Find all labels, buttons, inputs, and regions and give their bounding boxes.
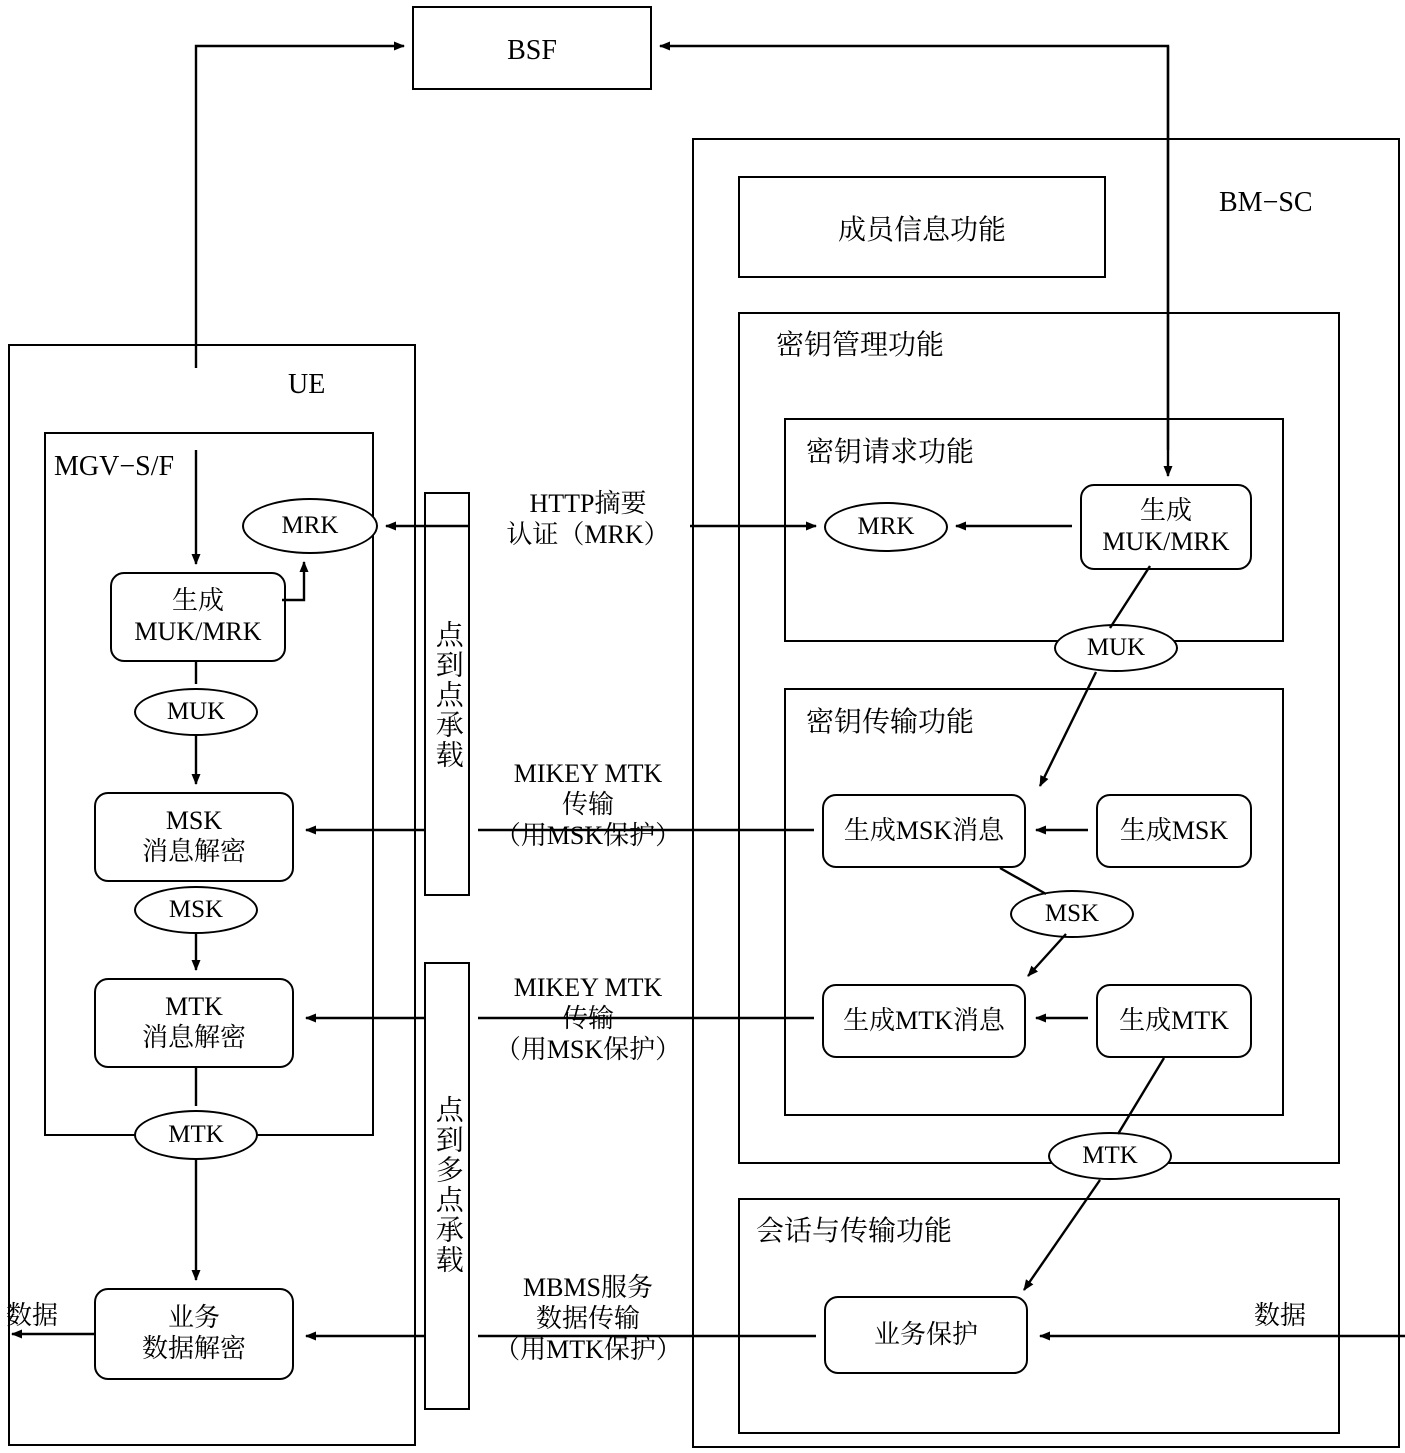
key-msk-ue bbox=[134, 886, 258, 934]
node-mgv-label: MGV−S/F bbox=[54, 451, 175, 482]
bearer-p2p-text: 点到点承载 bbox=[431, 620, 463, 770]
channel-label-mikey-msk-line2: 传输 bbox=[561, 790, 614, 820]
key-mrk-ue bbox=[242, 498, 378, 554]
node-ue-label: UE bbox=[288, 369, 326, 400]
io-data-out-label: 数据 bbox=[6, 1301, 59, 1330]
node-session-transport-label: 会话与传输功能 bbox=[756, 1216, 953, 1247]
key-mrk-bmsc-label: MRK bbox=[857, 513, 915, 540]
node-bmsc-label: BM−SC bbox=[1219, 187, 1313, 218]
node-bm-gen-mukmrk-line2: MUK/MRK bbox=[1102, 527, 1230, 556]
node-key-transport-label: 密钥传输功能 bbox=[806, 707, 975, 738]
key-mtk-ue bbox=[134, 1110, 258, 1160]
node-bm-gen-mtk-msg-label: 生成MTK消息 bbox=[843, 1005, 1005, 1035]
channel-label-mikey-msk bbox=[480, 758, 696, 852]
key-msk-bmsc-label: MSK bbox=[1044, 900, 1100, 927]
io-data-in-label: 数据 bbox=[1254, 1301, 1307, 1330]
node-key-mgmt-label: 密钥管理功能 bbox=[776, 330, 945, 361]
node-bm-gen-msk bbox=[1096, 794, 1252, 868]
node-ue-mtk-decrypt bbox=[94, 978, 294, 1068]
node-ue-gen-mukmrk bbox=[110, 572, 286, 662]
node-ue-msk-decrypt-line1: MSK bbox=[165, 806, 223, 836]
node-ue-msk-decrypt bbox=[94, 792, 294, 882]
bearer-p2m-label bbox=[424, 1060, 470, 1310]
channel-label-mikey-msk-line1: MIKEY MTK bbox=[513, 759, 663, 788]
channel-label-mbms-data-line3: （用MTK保护） bbox=[494, 1335, 682, 1365]
key-msk-ue-label: MSK bbox=[168, 896, 224, 923]
node-bm-gen-msk-msg bbox=[822, 794, 1026, 868]
node-bm-service-protect-label: 业务保护 bbox=[873, 1319, 978, 1349]
channel-label-mbms-data bbox=[480, 1272, 696, 1366]
key-muk-bmsc-label: MUK bbox=[1086, 634, 1146, 661]
node-ue-mtk-decrypt-line2: 消息解密 bbox=[141, 1023, 246, 1052]
edge-ue-to-bsf bbox=[196, 46, 404, 368]
node-bm-gen-mtk-msg bbox=[822, 984, 1026, 1058]
node-ue-msk-decrypt-line2: 消息解密 bbox=[141, 837, 246, 866]
node-key-request-label: 密钥请求功能 bbox=[806, 437, 975, 468]
channel-label-http-digest-line2: 认证（MRK） bbox=[506, 520, 670, 550]
node-ue-gen-mukmrk-line2: MUK/MRK bbox=[134, 617, 262, 646]
node-member-info-label: 成员信息功能 bbox=[837, 215, 1006, 246]
node-bm-service-protect bbox=[824, 1296, 1028, 1374]
key-mtk-ue-label: MTK bbox=[168, 1121, 224, 1148]
key-muk-ue-label: MUK bbox=[166, 698, 226, 725]
node-ue-data-decrypt-line2: 数据解密 bbox=[141, 1334, 246, 1363]
channel-label-mikey-mtk-line3: （用MSK保护） bbox=[494, 1035, 682, 1065]
channel-label-mbms-data-line1: MBMS服务 bbox=[522, 1273, 654, 1302]
node-bsf-label: BSF bbox=[507, 35, 557, 66]
node-ue-data-decrypt-line1: 业务 bbox=[167, 1303, 220, 1333]
channel-label-mbms-data-line2: 数据传输 bbox=[535, 1304, 640, 1334]
node-bm-gen-msk-msg-label: 生成MSK消息 bbox=[843, 815, 1005, 845]
key-mrk-ue-label: MRK bbox=[281, 512, 339, 539]
node-ue-data-decrypt bbox=[94, 1288, 294, 1380]
channel-label-http-digest-line1: HTTP摘要 bbox=[529, 489, 647, 518]
node-bm-gen-mukmrk-line1: 生成 bbox=[1139, 496, 1192, 526]
node-bm-gen-msk-label: 生成MSK bbox=[1119, 815, 1229, 845]
channel-label-mikey-mtk bbox=[480, 972, 696, 1066]
channel-label-mikey-mtk-line2: 传输 bbox=[561, 1004, 614, 1034]
key-muk-bmsc bbox=[1054, 624, 1178, 672]
key-mtk-bmsc-label: MTK bbox=[1082, 1142, 1138, 1169]
key-muk-ue bbox=[134, 688, 258, 736]
node-ue-gen-mukmrk-line1: 生成 bbox=[171, 586, 224, 616]
node-bm-gen-mtk bbox=[1096, 984, 1252, 1058]
bearer-p2p-label bbox=[424, 600, 470, 790]
channel-label-mikey-msk-line3: （用MSK保护） bbox=[494, 821, 682, 851]
channel-label-http-digest bbox=[480, 488, 696, 550]
node-bm-gen-mtk-label: 生成MTK bbox=[1119, 1005, 1229, 1035]
bearer-p2m-text: 点到多点承载 bbox=[431, 1095, 463, 1275]
key-msk-bmsc bbox=[1010, 890, 1134, 938]
key-mrk-bmsc bbox=[824, 502, 948, 552]
node-ue-mtk-decrypt-line1: MTK bbox=[165, 992, 223, 1022]
channel-label-mikey-mtk-line1: MIKEY MTK bbox=[513, 973, 663, 1002]
node-bm-gen-mukmrk bbox=[1080, 484, 1252, 570]
key-mtk-bmsc bbox=[1048, 1132, 1172, 1180]
